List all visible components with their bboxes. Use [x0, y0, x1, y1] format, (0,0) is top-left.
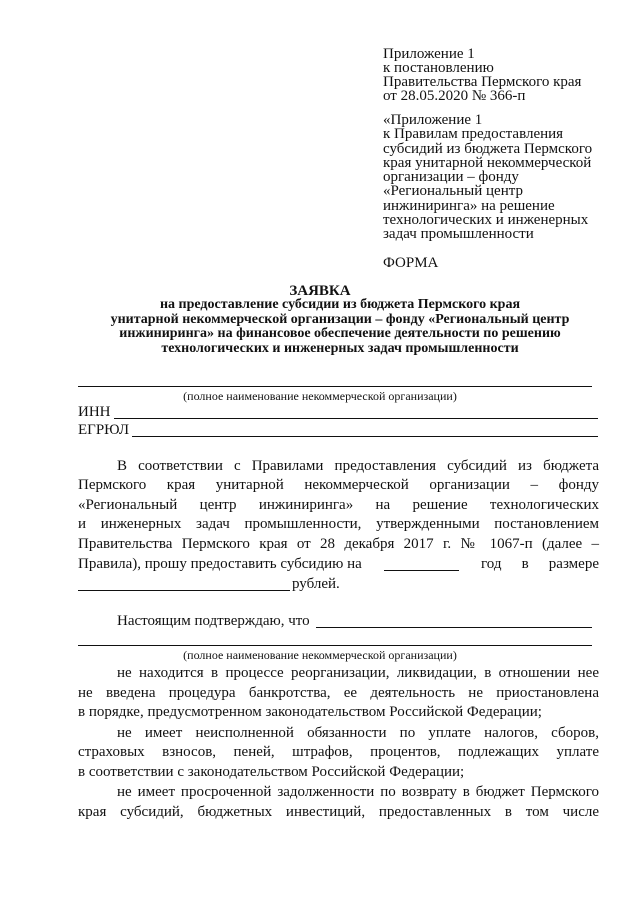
paragraph-1-line-6-after: год в размере: [481, 556, 599, 572]
item-3-line: края субсидий, бюджетных инвестиций, предоставленных в том числе: [78, 804, 599, 820]
appendix-1-line: от 28.05.2020 № 366-п: [383, 88, 526, 104]
appendix-1-line: Приложение 1: [383, 46, 475, 62]
appendix-2-line: края унитарной некоммерческой: [383, 154, 592, 171]
appendix-2-line: технологических и инженерных: [383, 212, 589, 229]
subtitle-line: инжиниринга» на финансовое обеспечение деятельности по решению: [119, 326, 561, 341]
appendix-block-2: [383, 113, 603, 242]
paragraph-1-line: В соответствии с Правилами предоставления субсидий из бюджета: [117, 458, 599, 474]
year-field[interactable]: [384, 570, 459, 571]
paragraph-1-line: и инженерных задач промышленности, утвержденными постановлением: [78, 516, 599, 532]
appendix-2-line: инжиниринга» на решение: [383, 197, 555, 214]
subtitle-line: на предоставление субсидии из бюджета Пермского края: [159, 297, 521, 312]
appendix-2-line: «Региональный центр: [383, 183, 523, 200]
document-title: ЗАЯВКА: [289, 283, 351, 299]
item-1-line: не находится в процессе реорганизации, ликвидации, в отношении нее: [117, 665, 599, 681]
inn-field[interactable]: [114, 418, 598, 419]
item-1-line: в порядке, предусмотренном законодательством Российской Федерации;: [78, 704, 542, 720]
document-subtitle: [70, 298, 610, 356]
item-2-line: не имеет неисполненной обязанности по уплате налогов, сборов,: [117, 725, 599, 741]
appendix-2-line: организации – фонду: [383, 169, 519, 186]
org-name-caption-2: (полное наименование некоммерческой организации): [183, 648, 457, 662]
item-3-line: не имеет просроченной задолженности по возврату в бюджет Пермского: [117, 784, 599, 800]
form-label: ФОРМА: [383, 255, 439, 271]
subtitle-line: унитарной некоммерческой организации – фонду «Региональный центр: [110, 311, 570, 327]
egrul-field[interactable]: [132, 436, 598, 437]
paragraph-1-line-7-after: рублей.: [292, 576, 340, 592]
item-2-line: страховых взносов, пеней, штрафов, процентов, подлежащих уплате: [78, 744, 599, 760]
appendix-1-line: к постановлению: [383, 60, 494, 76]
appendix-block-1: [383, 47, 623, 103]
appendix-2-line: к Правилам предоставления: [383, 126, 564, 143]
subtitle-line: технологических и инженерных задач промышленности: [161, 340, 519, 356]
appendix-2-line: «Приложение 1: [383, 112, 483, 128]
paragraph-1-line: Правительства Пермского края от 28 декабря 2017 г. № 1067-п (далее –: [78, 536, 599, 552]
paragraph-1-line: Пермского края унитарной некоммерческой организации – фонду: [78, 477, 599, 493]
confirm-org-field[interactable]: [316, 627, 592, 628]
confirm-text: Настоящим подтверждаю, что: [117, 613, 310, 629]
appendix-2-line: задач промышленности: [383, 226, 534, 243]
confirm-org-field-2[interactable]: [78, 645, 592, 646]
org-name-caption: (полное наименование некоммерческой организации): [183, 389, 457, 403]
item-1-line: не введена процедура банкротства, ее деятельность не приостановлена: [78, 685, 599, 701]
org-name-field[interactable]: [78, 386, 592, 387]
inn-label: ИНН: [78, 404, 111, 420]
appendix-2-line: субсидий из бюджета Пермского: [383, 140, 593, 157]
amount-field[interactable]: [78, 590, 290, 591]
item-2-line: в соответствии с законодательством Российской Федерации;: [78, 764, 465, 780]
egrul-label: ЕГРЮЛ: [78, 422, 130, 438]
paragraph-1-line: «Региональный центр инжиниринга» на решение технологических: [78, 497, 599, 513]
appendix-1-line: Правительства Пермского края: [383, 74, 582, 90]
paragraph-1-line-6-before: Правила), прошу предоставить субсидию на: [78, 556, 362, 572]
